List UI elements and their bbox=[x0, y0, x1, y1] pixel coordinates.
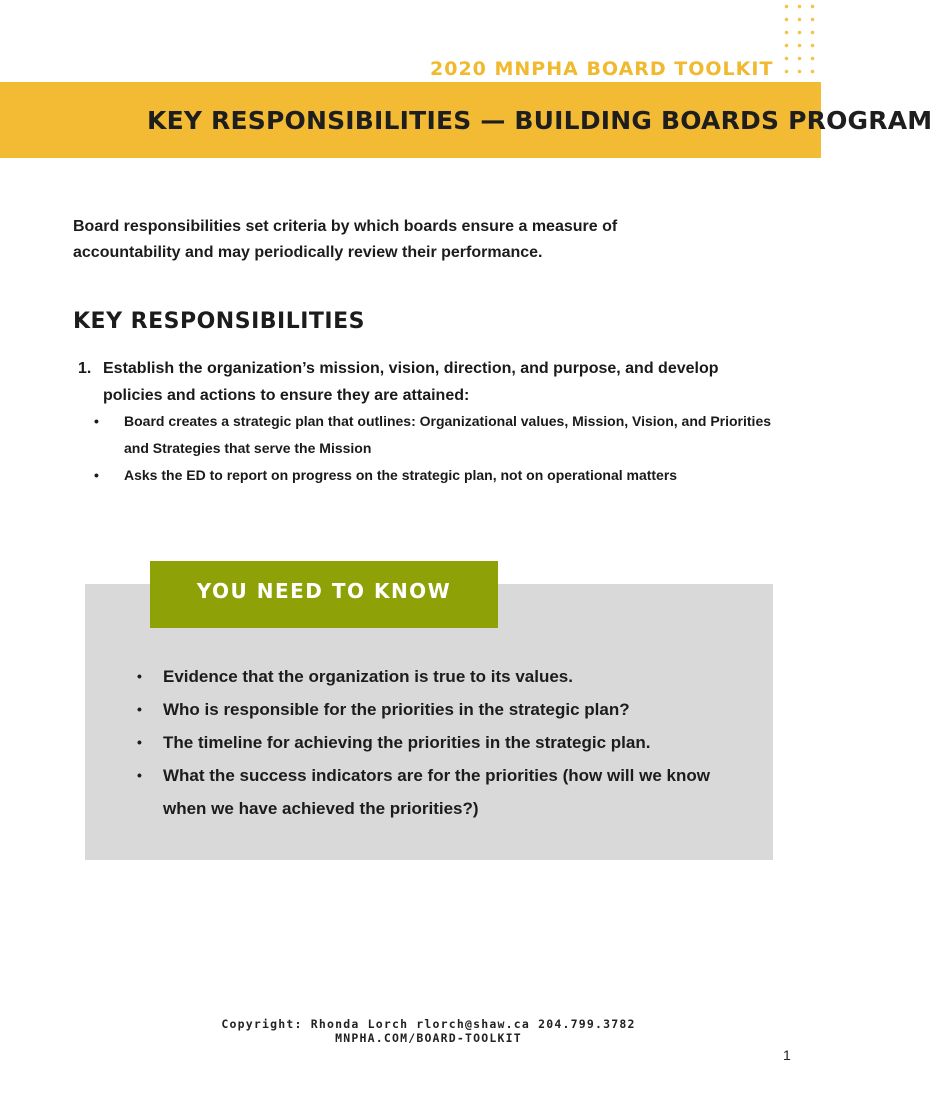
bullet-icon: • bbox=[137, 734, 142, 750]
sub-bullet-item bbox=[94, 408, 774, 462]
page-title: KEY RESPONSIBILITIES — BUILDING BOARDS PROGRAM bbox=[147, 106, 932, 135]
callout-item-text: Evidence that the organization is true to its values. bbox=[163, 667, 573, 686]
bullet-icon: • bbox=[137, 701, 142, 717]
sub-bullet-text: Board creates a strategic plan that outlines: Organizational values, Mission, Vision, and Priorities and Strategies that serve the Mission bbox=[124, 413, 772, 456]
toolkit-label: 2020 MNPHA BOARD TOOLKIT bbox=[430, 58, 774, 80]
callout-list bbox=[137, 660, 757, 825]
sub-bullet-list bbox=[94, 408, 774, 489]
callout-item bbox=[137, 759, 757, 825]
decorative-dot-grid bbox=[780, 0, 816, 78]
bullet-icon: • bbox=[94, 413, 99, 429]
list-item bbox=[78, 355, 728, 409]
callout-item-text: What the success indicators are for the priorities (how will we know when we have achieved the priorities?) bbox=[163, 766, 710, 818]
sub-bullet-item bbox=[94, 462, 774, 489]
callout-item bbox=[137, 693, 757, 726]
page-number: 1 bbox=[783, 1047, 791, 1063]
intro-paragraph: Board responsibilities set criteria by which boards ensure a measure of accountability and may periodically review their performance. bbox=[73, 218, 618, 261]
bullet-icon: • bbox=[137, 767, 142, 783]
callout-item-text: The timeline for achieving the priorities in the strategic plan. bbox=[163, 733, 651, 752]
callout-item bbox=[137, 726, 757, 759]
footer-copyright: Copyright: Rhonda Lorch rlorch@shaw.ca 204.799.3782 bbox=[221, 1017, 636, 1031]
bullet-icon: • bbox=[137, 668, 142, 684]
sub-bullet-text: Asks the ED to report on progress on the strategic plan, not on operational matters bbox=[124, 467, 678, 483]
callout-title: YOU NEED TO KNOW bbox=[150, 561, 498, 628]
list-item-text: Establish the organization’s mission, vision, direction, and purpose, and develop policies and actions to ensure they are attained: bbox=[103, 360, 719, 404]
bullet-icon: • bbox=[94, 467, 99, 483]
section-heading: KEY RESPONSIBILITIES bbox=[73, 309, 365, 334]
list-item-number: 1. bbox=[78, 360, 92, 377]
callout-item bbox=[137, 660, 757, 693]
callout-item-text: Who is responsible for the priorities in the strategic plan? bbox=[163, 700, 630, 719]
footer-url: MNPHA.COM/BOARD-TOOLKIT bbox=[335, 1031, 522, 1045]
